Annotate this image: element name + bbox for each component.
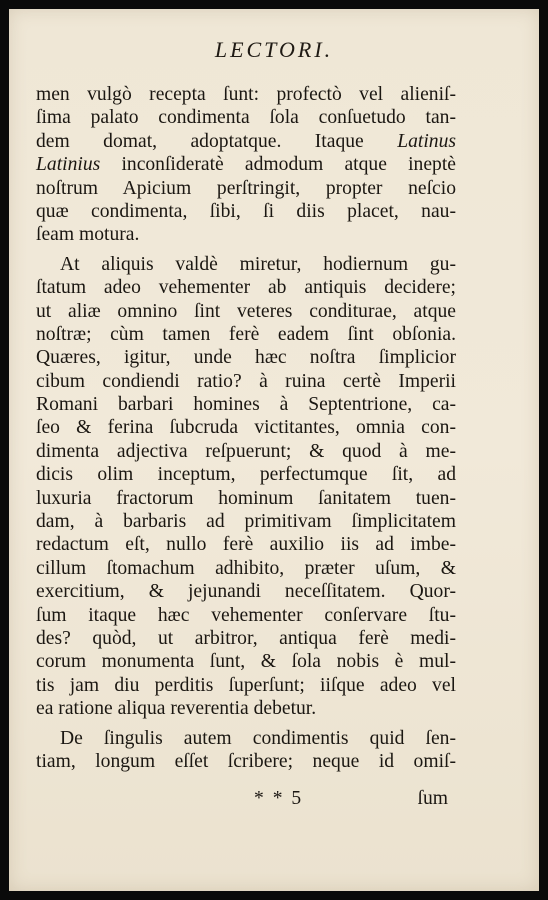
- line-text: men vulgò recepta ſunt: profectò vel alieniſ-: [36, 84, 456, 105]
- line-text-after: inconſideratè admodum atque ineptè: [100, 154, 456, 176]
- text-line: [36, 130, 456, 153]
- text-line: [36, 200, 456, 223]
- text-line: [36, 276, 456, 299]
- line-text: dimenta adjectiva reſpuerunt; & quod à me-: [36, 440, 456, 462]
- running-head: LECTORI.: [214, 37, 334, 62]
- line-text: ut aliæ omnino ſint veteres conditurae, atque: [36, 300, 456, 322]
- line-text: ſeam motura.: [36, 224, 140, 246]
- line-text: Romani barbari homines à Septentrione, ca-: [36, 394, 456, 416]
- text-line: [36, 697, 456, 720]
- text-line: [36, 627, 456, 650]
- text-line: [36, 440, 456, 463]
- text-line: [36, 416, 456, 439]
- paragraph: [36, 253, 456, 721]
- line-text: corum monumenta ſunt, & ſola nobis è mul-: [36, 651, 456, 673]
- line-text: Quæres, igitur, unde hæc noſtra ſimplicior: [36, 347, 456, 369]
- text-line: [36, 463, 456, 486]
- text-line: [36, 346, 456, 369]
- text-line: [36, 674, 456, 697]
- line-text: des? quòd, ut arbitror, antiqua ferè medi-: [36, 627, 456, 649]
- line-text: luxuria fractorum hominum ſanitatem tuen-: [36, 487, 456, 509]
- text-line: [36, 750, 456, 773]
- line-text: cibum condiendi ratio? à ruina certè Imperii: [36, 370, 456, 392]
- line-text: ea ratione aliqua reverentia debetur.: [36, 698, 317, 720]
- page-footer: [36, 787, 448, 811]
- text-line: [36, 106, 456, 129]
- catchword: ſum: [417, 788, 448, 809]
- signature-mark: * * 5: [254, 788, 304, 809]
- line-text: dem domat, adoptatque. Itaque: [36, 130, 398, 152]
- text-line: [36, 393, 456, 416]
- text-line: [36, 650, 456, 673]
- line-text: noſtrum Apicium perſtringit, propter neſcio: [36, 177, 456, 199]
- line-text: tis jam diu perditis ſuperſunt; iiſque adeo vel: [36, 674, 456, 696]
- text-line: [36, 153, 456, 176]
- line-text: De ſingulis autem condimentis quid ſen-: [60, 727, 456, 749]
- line-text: ſtatum adeo vehementer ab antiquis decidere;: [36, 277, 456, 299]
- text-line: [36, 300, 456, 323]
- italic-word: Latinus: [397, 130, 456, 152]
- line-text: quæ condimenta, ſibi, ſi diis placet, nau-: [36, 200, 456, 222]
- line-text: At aliquis valdè miretur, hodiernum gu-: [60, 253, 456, 275]
- text-line: [36, 323, 456, 346]
- line-text: redactum eſt, nullo ferè auxilio iis ad imbe-: [36, 534, 456, 556]
- line-text: dicis olim inceptum, perfectumque ſit, ad: [36, 464, 456, 486]
- text-line: [36, 370, 456, 393]
- text-line: [36, 533, 456, 556]
- line-text: exercitium, & jejunandi neceſſitatem. Quor-: [36, 581, 456, 603]
- body-text: [36, 83, 456, 773]
- line-text: ſima palato condimenta ſola conſuetudo tan-: [36, 107, 456, 129]
- text-line: [36, 510, 456, 533]
- line-text: ſum itaque hæc vehementer conſervare ſtu-: [36, 604, 456, 626]
- paragraph: [36, 83, 456, 247]
- line-text: tiam, longum eſſet ſcribere; neque id omiſ-: [36, 750, 456, 772]
- text-line: [36, 580, 456, 603]
- text-line: [36, 604, 456, 627]
- book-page: [9, 9, 539, 891]
- text-line: [36, 557, 456, 580]
- italic-word: Latinius: [36, 154, 101, 176]
- text-line: [36, 223, 456, 246]
- line-text: noſtræ; cùm tamen ferè eadem ſint obſonia.: [36, 323, 456, 345]
- line-text: dam, à barbaris ad primitivam ſimplicitatem: [36, 511, 456, 533]
- text-line: [36, 253, 456, 276]
- paragraph: [36, 727, 456, 774]
- line-text: ſeo & ferina ſubcruda victitantes, omnia con-: [36, 417, 456, 439]
- text-line: [36, 177, 456, 200]
- text-line: [36, 83, 456, 106]
- text-line: [36, 727, 456, 750]
- line-text: cillum ſtomachum adhibito, præter uſum, &: [36, 557, 456, 579]
- text-line: [36, 487, 456, 510]
